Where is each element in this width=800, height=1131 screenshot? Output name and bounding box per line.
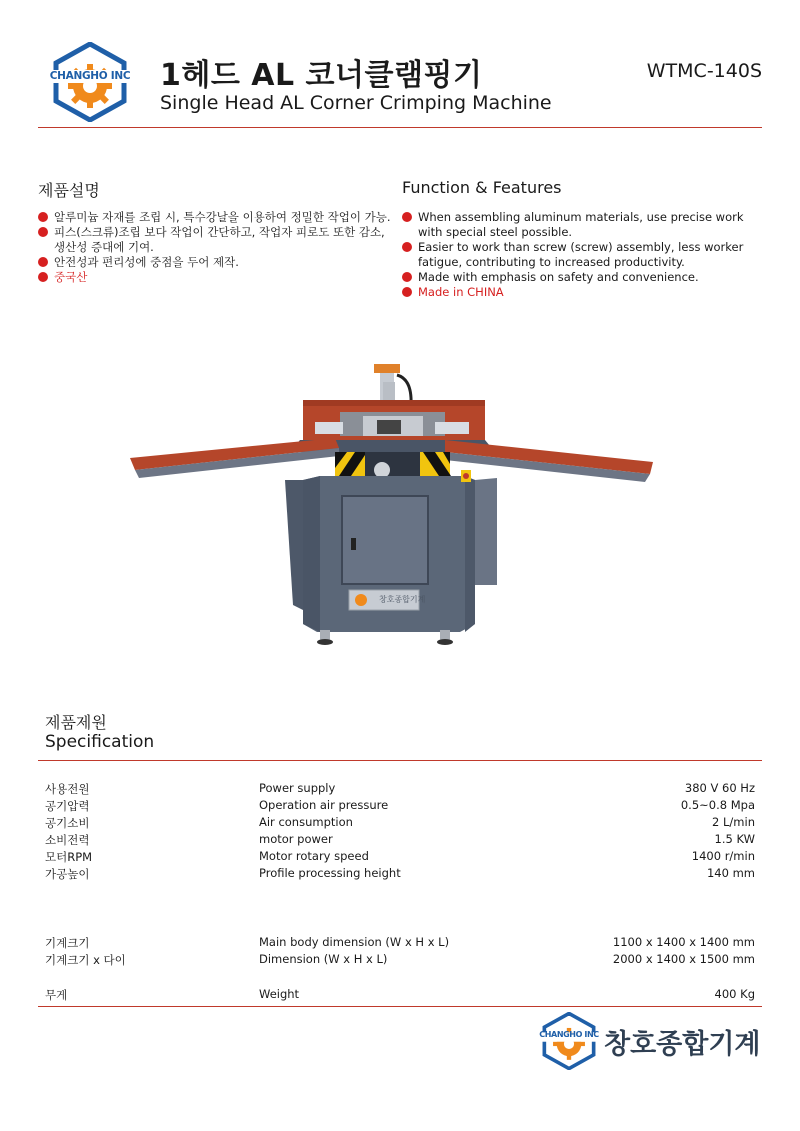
spec-value: 1400 r/min (691, 849, 755, 863)
spec-value: 380 V 60 Hz (684, 781, 755, 795)
footer-logo (540, 1012, 598, 1070)
list-item: 알루미늄 자재를 조립 시, 특수강날을 이용하여 정밀한 작업이 가능. (38, 210, 396, 225)
table-row (45, 815, 755, 832)
spec-value: 1100 x 1400 x 1400 mm (612, 935, 755, 949)
spec-label-ko: 무게 (45, 988, 68, 1002)
spec-label-ko: 기계크기 (45, 936, 90, 950)
bullet-icon (38, 212, 48, 222)
table-row (45, 952, 755, 969)
spec-label-en: Profile processing height (259, 866, 401, 880)
bullet-icon (38, 272, 48, 282)
spec-label-ko: 모터RPM (45, 850, 93, 864)
features-ko-heading: 제품설명 (38, 181, 100, 200)
spec-label-ko: 기계크기 x 다이 (45, 953, 126, 967)
list-item: When assembling aluminum materials, use precise work with special steel possible. (402, 210, 762, 240)
footer-logo-text: CHANGHO INC (539, 1030, 599, 1039)
spec-value: 2000 x 1400 x 1500 mm (612, 952, 755, 966)
spec-value: 1.5 KW (714, 832, 755, 846)
spec-label-ko: 소비전력 (45, 833, 90, 847)
bullet-icon (402, 287, 412, 297)
bullet-icon (38, 257, 48, 267)
list-item: Easier to work than screw (screw) assembly, less worker fatigue, contributing to increased productivity. (402, 240, 762, 270)
bullet-icon (38, 227, 48, 237)
spec-label-en: Main body dimension (W x H x L) (259, 935, 450, 949)
spec-label-ko: 공기소비 (45, 816, 90, 830)
bullet-icon (402, 212, 412, 222)
spec-label-en: Motor rotary speed (259, 849, 369, 863)
spec-label-ko: 사용전원 (45, 782, 90, 796)
list-item: 중국산 (38, 270, 396, 285)
list-item: 피스(스크류)조립 보다 작업이 간단하고, 작업자 피로도 또한 감소, 생산성 증대에 기여. (38, 225, 396, 255)
machine-photo (125, 360, 655, 655)
spec-heading-korean: 제품제원 (45, 713, 107, 732)
spec-label-en: Operation air pressure (259, 798, 389, 812)
header-divider (38, 127, 762, 128)
spec-label-en: Air consumption (259, 815, 353, 829)
changho-logo (50, 42, 130, 122)
spec-divider-top (38, 760, 762, 761)
table-row (45, 798, 755, 815)
logo-text: CHANGHO INC (49, 70, 131, 82)
bullet-icon (402, 272, 412, 282)
spec-value: 140 mm (706, 866, 755, 880)
spec-label-en: Dimension (W x H x L) (259, 952, 388, 966)
table-row (45, 781, 755, 798)
spec-divider-bottom (38, 1006, 762, 1007)
spec-label-en: motor power (259, 832, 333, 846)
table-row (45, 832, 755, 849)
bullet-icon (402, 242, 412, 252)
machine-nameplate-text: 창호종합기계 (379, 595, 426, 604)
page-title-english: Single Head AL Corner Crimping Machine (160, 92, 552, 114)
spec-value: 2 L/min (712, 815, 755, 829)
spec-label-ko: 가공높이 (45, 867, 90, 881)
list-item: Made in CHINA (402, 285, 762, 300)
spec-label-ko: 공기압력 (45, 799, 90, 813)
features-en-list (402, 210, 762, 300)
spec-heading-english: Specification (45, 732, 155, 752)
model-number: WTMC-140S (646, 60, 762, 82)
spec-label-en: Power supply (259, 781, 336, 795)
table-row (45, 849, 755, 866)
table-row (45, 935, 755, 952)
spec-value: 0.5~0.8 Mpa (680, 798, 755, 812)
company-name: 창호종합기계 (604, 1029, 761, 1060)
table-row (45, 987, 755, 1004)
list-item: 안전성과 편리성에 중점을 두어 제작. (38, 255, 396, 270)
spec-label-en: Weight (259, 987, 300, 1001)
features-en-heading: Function & Features (402, 178, 562, 197)
list-item: Made with emphasis on safety and convenience. (402, 270, 762, 285)
page-title-korean: 1헤드 AL 코너클램핑기 (160, 58, 483, 93)
spec-value: 400 Kg (714, 987, 755, 1001)
features-ko-list (38, 210, 396, 285)
table-row (45, 866, 755, 883)
